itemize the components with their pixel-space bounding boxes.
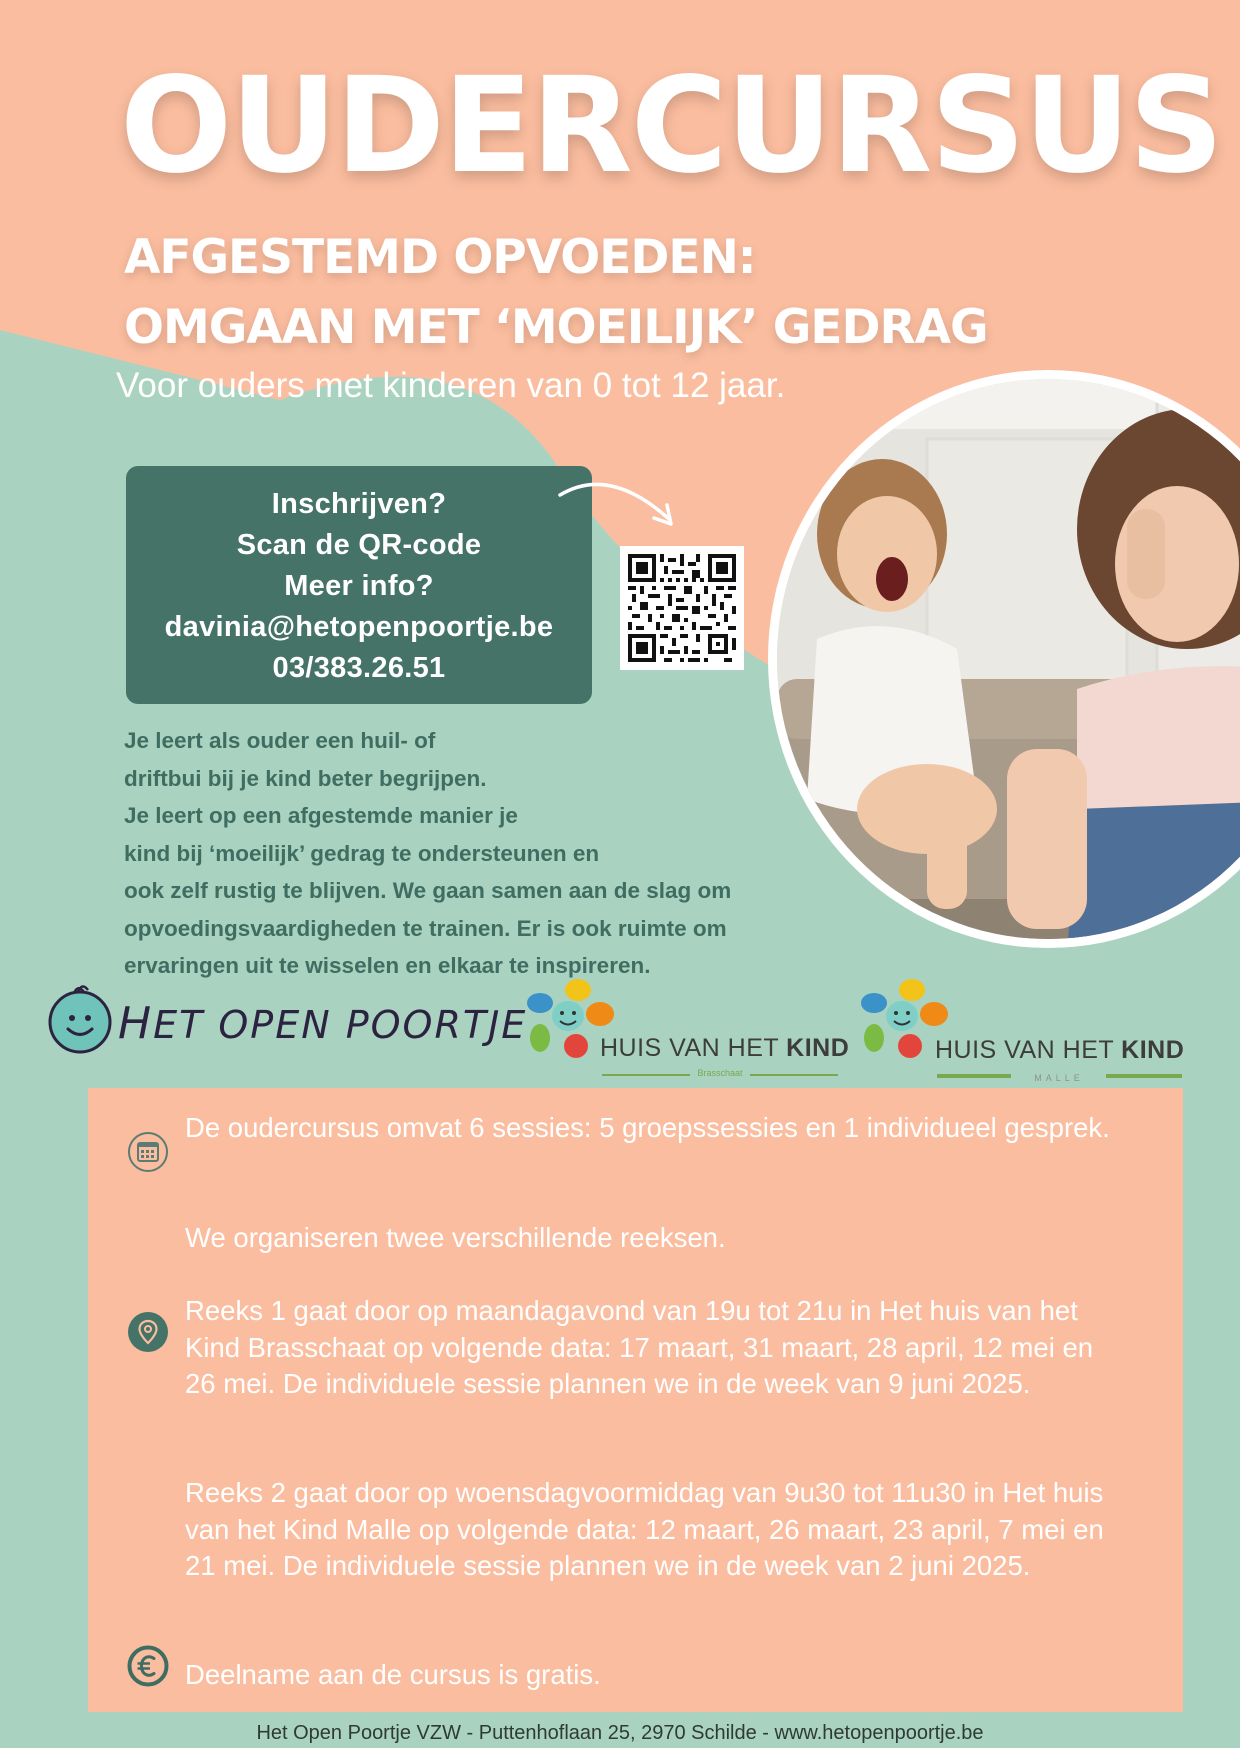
description-line: kind bij ‘moeilijk’ gedrag te ondersteunen en (124, 840, 600, 866)
description-line: Je leert als ouder een huil- of (124, 728, 436, 753)
logo-huis-van-het-kind-brasschaat (600, 1034, 849, 1063)
signup-line-more-info: Meer info? (284, 570, 434, 602)
hvk-brasschaat-sub: Brasschaat (690, 1068, 750, 1078)
divider (1106, 1074, 1182, 1078)
description-line: Je leert op een afgestemde manier je (124, 803, 518, 828)
description-line: opvoedingsvaardigheden te trainen. Er is ook ruimte om (124, 915, 727, 941)
logo-op-initial: H (118, 998, 154, 1049)
hvk-brasschaat-main: HUIS VAN HET (600, 1034, 787, 1062)
hvk-malle-main: HUIS VAN HET (935, 1036, 1122, 1064)
logo-op-rest: ET OPEN POORTJE (153, 1003, 528, 1047)
signup-phone: 03/383.26.51 (272, 652, 446, 684)
series-intro-text: We organiseren twee verschillende reeksen. (185, 1222, 726, 1253)
logo-het-open-poortje (118, 998, 527, 1049)
hvk-malle-bold: KIND (1121, 1036, 1185, 1064)
description-line: ervaringen uit te wisselen en elkaar te inspireren. (124, 953, 651, 978)
hvk-brasschaat-bold: KIND (786, 1034, 850, 1062)
sessions-text: De oudercursus omvat 6 sessies: 5 groepssessies en 1 individueel gesprek. (185, 1112, 1110, 1143)
price-text: Deelname aan de cursus is gratis. (185, 1659, 601, 1690)
hvk-malle-sub: MALLE (1034, 1073, 1084, 1083)
footer-address: Het Open Poortje VZW - Puttenhoflaan 25, 2970 Schilde - www.hetopenpoortje.be (256, 1722, 984, 1744)
signup-info-box (126, 466, 592, 704)
location-pin-icon (127, 1311, 169, 1353)
subtitle-line-1: AFGESTEMD OPVOEDEN: (124, 230, 756, 285)
calendar-icon (127, 1131, 169, 1173)
page-title: OUDERCURSUS (120, 49, 1222, 203)
description-line: driftbui bij je kind beter begrijpen. (124, 765, 487, 791)
course-description (124, 722, 844, 985)
logo-huis-van-het-kind-malle (935, 1036, 1184, 1065)
signup-email-link[interactable]: davinia@hetopenpoortje.be (164, 611, 554, 643)
arrow-icon (555, 470, 685, 550)
description-line: ook zelf rustig te blijven. We gaan samen aan de slag om (124, 878, 732, 903)
qr-code[interactable] (620, 546, 744, 670)
smiley-logo-icon (48, 982, 112, 1054)
euro-icon (127, 1645, 169, 1687)
series2-text: Reeks 2 gaat door op woensdagvoormiddag van 9u30 tot 11u30 in Het huis van het Kind Malle op volgende data: 12 maart, 26 maart, 23 april, 7 mei en 21 mei. De individuele sessie plannen we in de week van 2 juni 2025. (185, 1477, 1104, 1581)
series1-text: Reeks 1 gaat door op maandagavond van 19u tot 21u in Het huis van het Kind Brasschaat op volgende data: 17 maart, 31 maart, 28 april, 12 mei en 26 mei. De individuele sessie plannen we in de week van 9 juni 2025. (185, 1295, 1094, 1399)
tagline: Voor ouders met kinderen van 0 tot 12 jaar. (116, 366, 786, 405)
divider (937, 1074, 1011, 1078)
signup-line-register: Inschrijven? (271, 488, 447, 520)
signup-line-scan: Scan de QR-code (236, 529, 482, 561)
subtitle-line-2: OMGAAN MET ‘MOEILIJK’ GEDRAG (124, 300, 988, 355)
